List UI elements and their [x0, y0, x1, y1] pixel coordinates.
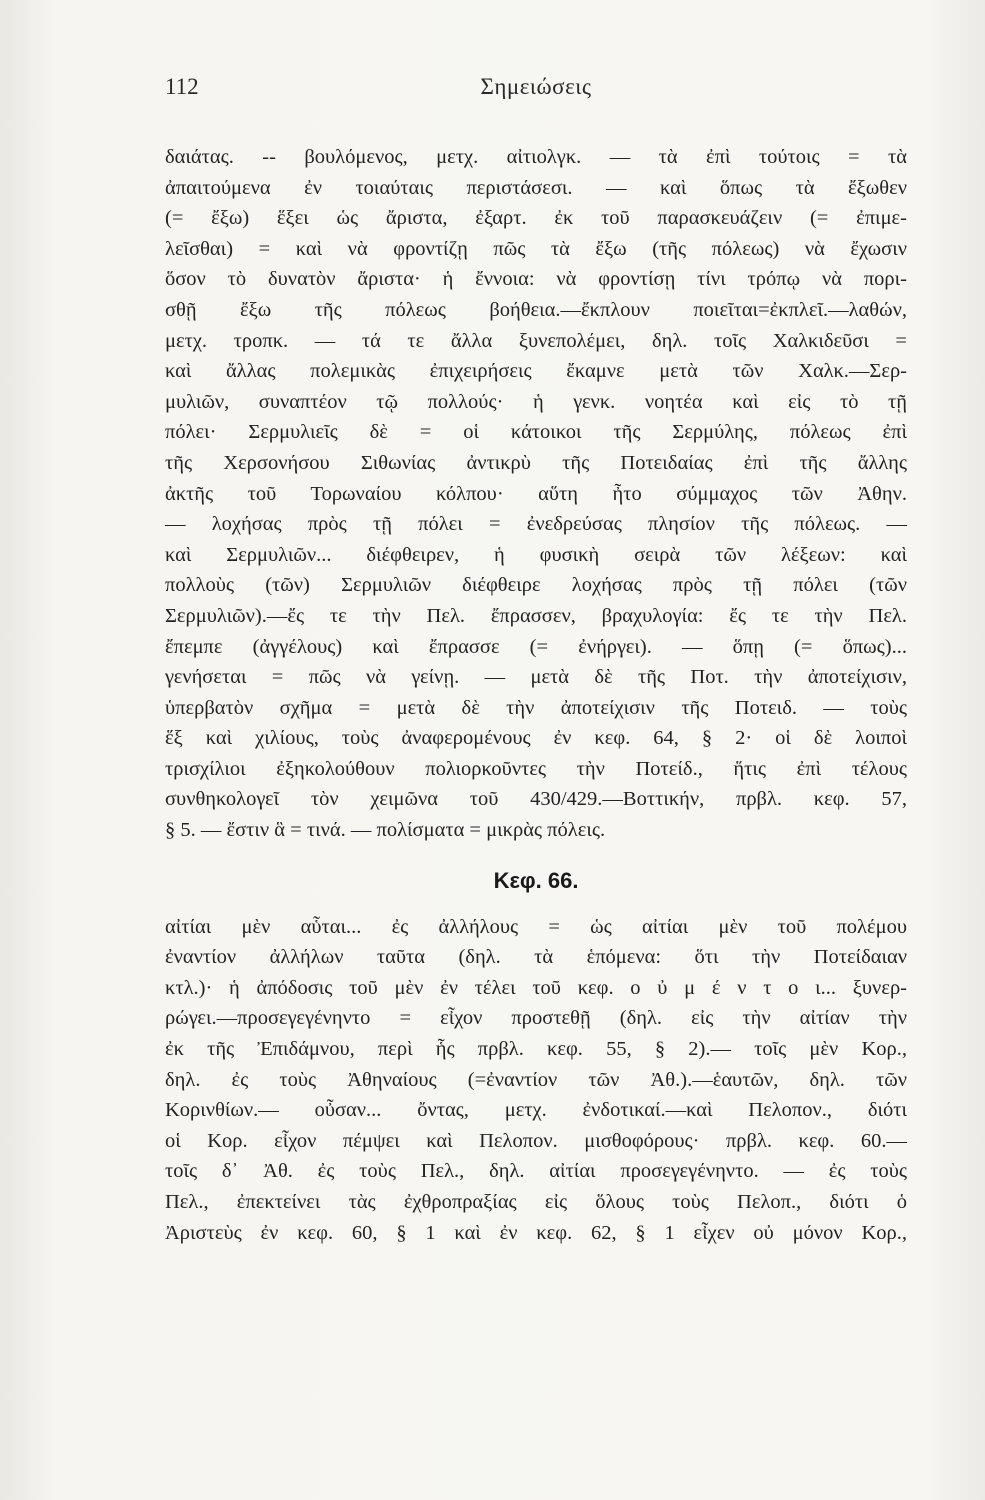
- text-line: πόλει· Σερμυλιεῖς δὲ = οἱ κάτοικοι τῆς Σερμύλης, πόλεως ἐπὶ: [165, 421, 907, 444]
- text-line: § 5. — ἔστιν ἃ = τινά. — πολίσματα = μικρὰς πόλεις.: [165, 819, 606, 842]
- text-line: ἔπεμπε (ἀγγέλους) καὶ ἔπρασσε (= ἐνήργει). — ὅπῃ (= ὅπως)...: [165, 635, 907, 658]
- text-line: τοῖς δ᾽ Ἀθ. ἐς τοὺς Πελ., δηλ. αἰτίαι προσεγεγένηντο. — ἐς τοὺς: [165, 1160, 907, 1183]
- text-line: λεῖσθαι) = καὶ νὰ φροντίζῃ πῶς τὰ ἔξω (τῆς πόλεως) νὰ ἔχωσιν: [165, 237, 907, 260]
- text-line: τρισχίλιοι ἐξηκολούθουν πολιορκοῦντες τὴν Ποτείδ., ἥτις ἐπὶ τέλους: [165, 757, 907, 780]
- text-line: μετχ. τροπκ. — τά τε ἄλλα ξυνεπολέμει, δηλ. τοῖς Χαλκιδεῦσι =: [165, 329, 907, 352]
- notes-chapter-66: [165, 912, 907, 1249]
- text-line: ἐναντίον ἀλλήλων ταῦτα (δηλ. τὰ ἑπόμενα: ὅτι τὴν Ποτείδαιαν: [165, 946, 907, 969]
- text-line: καὶ Σερμυλιῶν... διέφθειρεν, ἡ φυσικὴ σειρὰ τῶν λέξεων: καὶ: [165, 543, 907, 566]
- body-text: [165, 142, 907, 1248]
- text-line: δαιάτας. -- βουλόμενος, μετχ. αἰτιολγκ. — τὰ ἐπὶ τούτοις = τὰ: [165, 146, 907, 168]
- text-line: ὑπερβατὸν σχῆμα = μετὰ δὲ τὴν ἀποτείχισιν τῆς Ποτειδ. — τοὺς: [165, 696, 907, 719]
- text-line: μυλιῶν, συναπτέον τῷ πολλούς· ἡ γενκ. νοητέα καὶ εἰς τὸ τῇ: [165, 390, 907, 413]
- text-line: ἐκ τῆς Ἐπιδάμνου, περὶ ἧς πρβλ. κεφ. 55, § 2).— τοῖς μὲν Κορ.,: [165, 1038, 907, 1061]
- text-line: — λοχήσας πρὸς τῇ πόλει = ἐνεδρεύσας πλησίον τῆς πόλεως. —: [165, 513, 907, 536]
- page-number: 112: [165, 74, 199, 99]
- text-line: καὶ ἄλλας πολεμικὰς ἐπιχειρήσεις ἔκαμνε μετὰ τῶν Χαλκ.—Σερ-: [165, 360, 907, 383]
- text-line: ρώγει.—προσεγεγένηντο = εἶχον προστεθῇ (δηλ. εἰς τὴν αἰτίαν τὴν: [165, 1007, 907, 1030]
- text-line: ὅσον τὸ δυνατὸν ἄριστα· ἡ ἔννοια: νὰ φροντίσῃ τίνι τρόπῳ νὰ πορι-: [165, 268, 907, 291]
- text-line: ἀκτῆς τοῦ Τορωναίου κόλπου· αὕτη ἦτο σύμμαχος τῶν Ἀθην.: [165, 482, 907, 505]
- running-head: Σημειώσεις: [480, 74, 592, 99]
- text-line: δηλ. ἐς τοὺς Ἀθηναίους (=ἐναντίον τῶν Ἀθ.).—ἑαυτῶν, δηλ. τῶν: [165, 1068, 907, 1091]
- text-line: Κορινθίων.— οὖσαν... ὄντας, μετχ. ἐνδοτικαί.—καὶ Πελοπον., διότι: [165, 1099, 907, 1122]
- text-line: τῆς Χερσονήσου Σιθωνίας ἀντικρὺ τῆς Ποτειδαίας ἐπὶ τῆς ἄλλης: [165, 451, 907, 474]
- text-line: αἰτίαι μὲν αὗται... ἐς ἀλλήλους = ὡς αἰτίαι μὲν τοῦ πολέμου: [165, 915, 907, 938]
- text-line: σθῇ ἔξω τῆς πόλεως βοήθεια.—ἔκπλουν ποιεῖται=ἐκπλεῖ.—λαθών,: [165, 298, 907, 321]
- text-line: κτλ.)· ἡ ἀπόδοσις τοῦ μὲν ἐν τέλει τοῦ κεφ. ο ὐ μ έ ν τ ο ι... ξυνερ-: [165, 976, 907, 999]
- section-heading: Κεφ. 66.: [493, 867, 579, 893]
- text-line: οἱ Κορ. εἶχον πέμψει καὶ Πελοπον. μισθοφόρους· πρβλ. κεφ. 60.—: [165, 1129, 907, 1152]
- text-line: συνθηκολογεῖ τὸν χειμῶνα τοῦ 430/429.—Βοττικήν, πρβλ. κεφ. 57,: [165, 788, 907, 811]
- text-line: (= ἔξω) ἕξει ὡς ἄριστα, ἐξαρτ. ἐκ τοῦ παρασκευάζειν (= ἐπιμε-: [165, 207, 907, 230]
- page-header: [165, 74, 907, 110]
- text-line: πολλοὺς (τῶν) Σερμυλιῶν διέφθειρε λοχήσας πρὸς τῇ πόλει (τῶν: [165, 574, 907, 597]
- text-line: γενήσεται = πῶς νὰ γείνῃ. — μετὰ δὲ τῆς Ποτ. τὴν ἀποτείχισιν,: [165, 666, 907, 689]
- notes-previous-chapter: [165, 142, 907, 846]
- text-line: ἀπαιτούμενα ἐν τοιαύταις περιστάσεσι. — καὶ ὅπως τὰ ἔξωθεν: [165, 176, 907, 199]
- text-line: Σερμυλιῶν).—ἔς τε τὴν Πελ. ἔπρασσεν, βραχυλογία: ἔς τε τὴν Πελ.: [165, 604, 907, 627]
- text-line: Ἀριστεὺς ἐν κεφ. 60, § 1 καὶ ἐν κεφ. 62, § 1 εἶχεν οὐ μόνον Κορ.,: [165, 1221, 907, 1244]
- text-line: Πελ., ἐπεκτείνει τὰς ἐχθροπραξίας εἰς ὅλους τοὺς Πελοπ., διότι ὁ: [165, 1191, 907, 1213]
- text-line: ἕξ καὶ χιλίους, τοὺς ἀναφερομένους ἐν κεφ. 64, § 2· οἱ δὲ λοιποὶ: [165, 727, 907, 750]
